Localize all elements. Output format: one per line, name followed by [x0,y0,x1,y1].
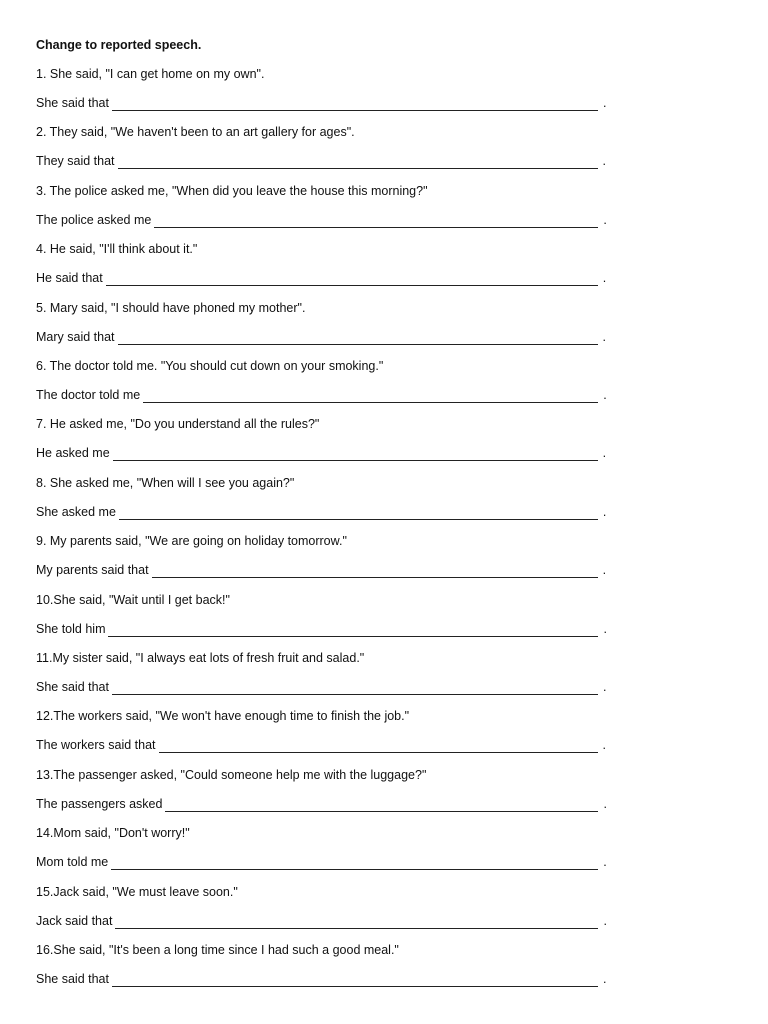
exercise-prompt: 16.She said, "It's been a long time since I had such a good meal." [36,943,399,957]
exercise-prompt: 12.The workers said, "We won't have enough time to finish the job." [36,709,410,723]
answer-lead-text: They said that [36,154,115,168]
answer-lead-text: He said that [36,271,103,285]
answer-end-period: . [602,271,607,285]
answer-line [36,153,606,169]
worksheet-title: Change to reported speech. [36,38,202,52]
answer-end-period: . [603,622,607,636]
answer-blank[interactable] [159,741,598,753]
answer-blank[interactable] [112,99,598,111]
answer-line [36,212,607,228]
answer-lead-text: My parents said that [36,563,149,577]
answer-line [36,679,606,695]
answer-end-period: . [602,738,606,752]
answer-line [36,796,607,812]
answer-line [36,445,606,461]
answer-line [36,504,606,520]
exercise-prompt: 13.The passenger asked, "Could someone help me with the luggage?" [36,768,427,782]
answer-end-period: . [603,388,607,402]
answer-blank[interactable] [165,800,598,812]
answer-lead-text: She said that [36,96,109,110]
answer-lead-text: Jack said that [36,914,113,928]
answer-blank[interactable] [119,508,598,520]
answer-line [36,95,606,111]
answer-lead-text: She said that [36,972,109,986]
answer-end-period: . [602,154,606,168]
answer-end-period: . [602,96,607,110]
answer-end-period: . [603,855,607,869]
answer-blank[interactable] [108,625,598,637]
answer-line [36,971,606,987]
answer-lead-text: The doctor told me [36,388,141,402]
exercise-prompt: 8. She asked me, "When will I see you again?" [36,476,295,490]
answer-blank[interactable] [112,975,598,987]
answer-lead-text: She asked me [36,505,116,519]
exercise-prompt: 9. My parents said, "We are going on holiday tomorrow." [36,534,347,548]
exercise-prompt: 1. She said, "I can get home on my own". [36,67,265,81]
answer-blank[interactable] [106,274,598,286]
exercise-prompt: 4. He said, "I'll think about it." [36,242,198,256]
answer-blank[interactable] [118,157,598,169]
answer-blank[interactable] [112,683,598,695]
answer-end-period: . [602,330,606,344]
answer-lead-text: He asked me [36,446,110,460]
answer-lead-text: The workers said that [36,738,156,752]
answer-end-period: . [602,563,607,577]
answer-lead-text: The passengers asked [36,797,163,811]
answer-end-period: . [602,505,607,519]
exercise-prompt: 15.Jack said, "We must leave soon." [36,885,238,899]
exercise-prompt: 3. The police asked me, "When did you leave the house this morning?" [36,184,428,198]
answer-line [36,913,607,929]
answer-line [36,329,606,345]
answer-lead-text: The police asked me [36,213,152,227]
answer-end-period: . [603,797,607,811]
exercise-prompt: 10.She said, "Wait until I get back!" [36,593,230,607]
answer-line [36,562,606,578]
exercise-prompt: 6. The doctor told me. "You should cut down on your smoking." [36,359,384,373]
answer-blank[interactable] [118,333,598,345]
answer-blank[interactable] [143,391,598,403]
answer-blank[interactable] [111,858,598,870]
exercise-prompt: 7. He asked me, "Do you understand all the rules?" [36,417,320,431]
answer-line [36,737,606,753]
answer-end-period: . [603,914,607,928]
answer-end-period: . [602,680,607,694]
exercise-prompt: 11.My sister said, "I always eat lots of fresh fruit and salad." [36,651,365,665]
answer-blank[interactable] [154,216,598,228]
answer-line [36,387,607,403]
answer-end-period: . [602,972,607,986]
answer-lead-text: Mary said that [36,330,115,344]
answer-end-period: . [603,213,607,227]
exercise-prompt: 5. Mary said, "I should have phoned my mother". [36,301,306,315]
answer-lead-text: She told him [36,622,106,636]
answer-lead-text: She said that [36,680,109,694]
answer-line [36,270,606,286]
exercise-prompt: 14.Mom said, "Don't worry!" [36,826,190,840]
answer-lead-text: Mom told me [36,855,109,869]
exercise-prompt: 2. They said, "We haven't been to an art gallery for ages". [36,125,355,139]
answer-blank[interactable] [152,566,598,578]
answer-blank[interactable] [115,917,598,929]
answer-line [36,854,607,870]
answer-line [36,621,607,637]
answer-end-period: . [602,446,607,460]
answer-blank[interactable] [113,449,598,461]
